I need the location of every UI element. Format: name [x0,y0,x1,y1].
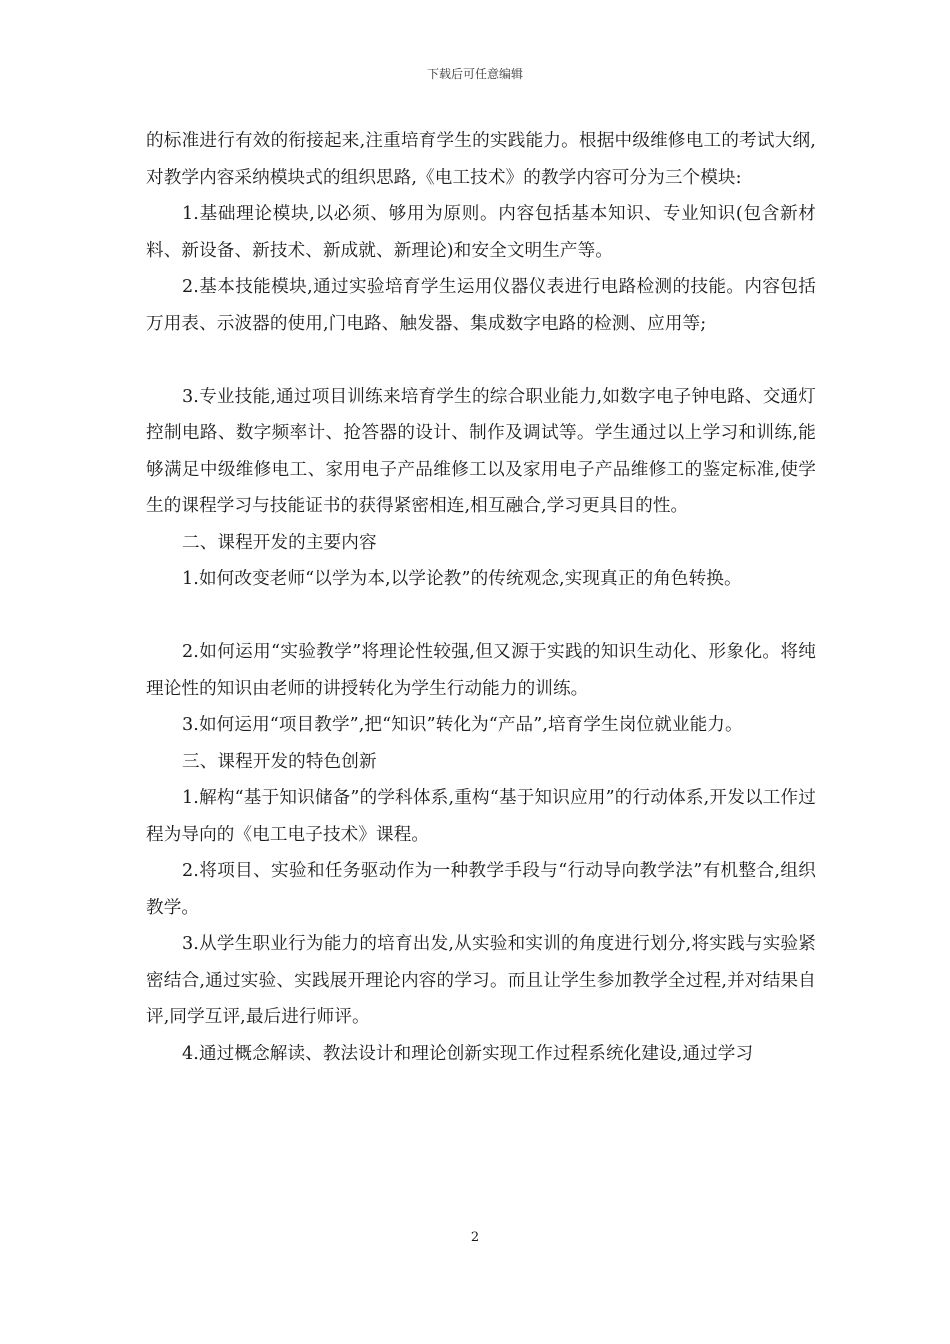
paragraph-innovation-2: 2.将项目、实验和任务驱动作为一种教学手段与“行动导向教学法”有机整合,组织教学。 [146,861,816,918]
paragraph-module-2: 2.基本技能模块,通过实验培育学生运用仪器仪表进行电路检测的技能。内容包括万用表、示波器的使用,门电路、触发器、集成数字电路的检测、应用等; [146,277,816,334]
document-body [146,123,816,1072]
paragraph-innovation-1: 1.解构“基于知识储备”的学科体系,重构“基于知识应用”的行动体系,开发以工作过程为导向的《电工电子技术》课程。 [146,788,816,845]
section-heading-innovation: 三、课程开发的特色创新 [182,751,377,772]
paragraph-content-1: 1.如何改变老师“以学为本,以学论教”的传统观念,实现真正的角色转换。 [182,569,742,589]
section-heading-main-content: 二、课程开发的主要内容 [182,532,377,553]
blank-line [146,598,816,635]
paragraph-content-3: 3.如何运用“项目教学”,把“知识”转化为“产品”,培育学生岗位就业能力。 [182,715,743,735]
paragraph-continuation: 的标准进行有效的衔接起来,注重培育学生的实践能力。根据中级维修电工的考试大纲,对教学内容采纳模块式的组织思路,《电工技术》的教学内容可分为三个模块: [146,131,816,188]
paragraph-content-2: 2.如何运用“实验教学”将理论性较强,但又源于实践的知识生动化、形象化。将纯理论性的知识由老师的讲授转化为学生行动能力的训练。 [146,642,816,699]
page-header-note: 下载后可任意编辑 [426,67,523,81]
paragraph-module-3: 3.专业技能,通过项目训练来培育学生的综合职业能力,如数字电子钟电路、交通灯控制电路、数字频率计、抢答器的设计、制作及调试等。学生通过以上学习和训练,能够满足中级维修电工、家用电子产品维修工以及家用电子产品维修工的鉴定标准,使学生的课程学习与技能证书的获得紧密相连,相互融合,学习更具目的性。 [146,386,816,516]
paragraph-innovation-4: 4.通过概念解读、教法设计和理论创新实现工作过程系统化建设,通过学习 [182,1043,754,1064]
paragraph-innovation-3: 3.从学生职业行为能力的培育出发,从实验和实训的角度进行划分,将实践与实验紧密结合,通过实验、实践展开理论内容的学习。而且让学生参加教学全过程,并对结果自评,同学互评,最后进行师评。 [146,934,816,1027]
paragraph-module-1: 1.基础理论模块,以必须、够用为原则。内容包括基本知识、专业知识(包含新材料、新设备、新技术、新成就、新理论)和安全文明生产等。 [146,204,816,261]
page-number: 2 [470,1230,480,1245]
blank-line [146,342,816,379]
